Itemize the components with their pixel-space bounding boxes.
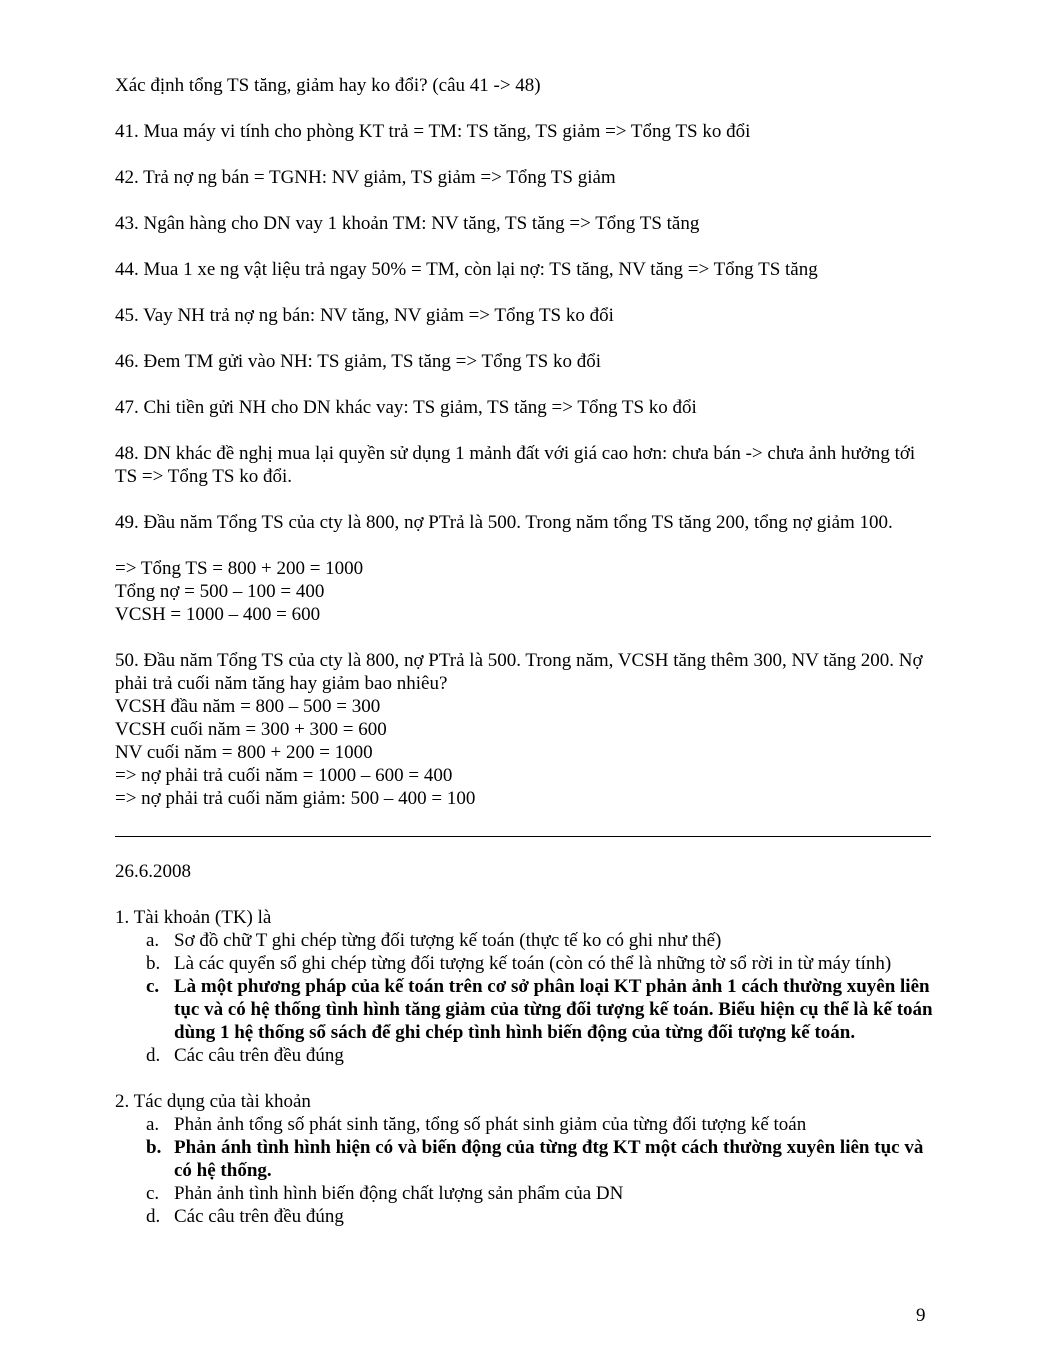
option-letter: c. <box>146 976 160 997</box>
item-48: 48. DN khác đề nghị mua lại quyền sử dụng 1 mảnh đất với giá cao hơn: chưa bán -> chưa ảnh hưởng tới TS => Tổng TS ko đổi. <box>115 443 916 487</box>
option-letter: a. <box>146 930 160 951</box>
option-b <box>146 952 935 975</box>
option-text: Phản ảnh tình hình biến động chất lượng sản phẩm của DN <box>174 1183 624 1204</box>
item-50-line: => nợ phải trả cuối năm = 1000 – 600 = 400 <box>115 765 453 786</box>
option-text: Sơ đồ chữ T ghi chép từng đối tượng kế toán (thực tế ko có ghi như thế) <box>174 930 722 951</box>
option-text: Là một phương pháp của kế toán trên cơ sở phân loại KT phản ảnh 1 cách thường xuyên liên tục và có hệ thống tình hình tăng giảm của từng đối tượng kế toán. Biểu hiện cụ thể là kế toán dùng 1 hệ thống sổ sách để ghi chép tình hình biến động của từng đối tượng kế toán. <box>174 976 933 1043</box>
question-2 <box>115 1090 935 1228</box>
item-41: 41. Mua máy vi tính cho phòng KT trả = TM: TS tăng, TS giảm => Tổng TS ko đổi <box>115 121 751 142</box>
option-text: Là các quyển sổ ghi chép từng đối tượng kế toán (còn có thể là những tờ sổ rời in từ máy tính) <box>174 953 892 974</box>
option-letter: d. <box>146 1045 161 1066</box>
option-text: Phản ánh tình hình hiện có và biến động của từng đtg KT một cách thường xuyên liên tục và có hệ thống. <box>174 1137 924 1181</box>
item-43: 43. Ngân hàng cho DN vay 1 khoản TM: NV tăng, TS tăng => Tổng TS tăng <box>115 213 700 234</box>
item-50-line: VCSH đầu năm = 800 – 500 = 300 <box>115 696 381 717</box>
option-text: Phản ảnh tổng số phát sinh tăng, tổng số phát sinh giảm của từng đối tượng kế toán <box>174 1114 807 1135</box>
option-c <box>146 1182 935 1205</box>
item-44: 44. Mua 1 xe ng vật liệu trả ngay 50% = TM, còn lại nợ: TS tăng, NV tăng => Tổng TS tăng <box>115 259 818 280</box>
option-letter: d. <box>146 1206 161 1227</box>
item-50-line: => nợ phải trả cuối năm giảm: 500 – 400 = 100 <box>115 788 476 809</box>
section-divider <box>115 836 931 837</box>
item-50-question: 50. Đầu năm Tổng TS của cty là 800, nợ PTrả là 500. Trong năm, VCSH tăng thêm 300, NV tăng 200. Nợ phải trả cuối năm tăng hay giảm bao nhiêu? <box>115 650 923 694</box>
option-letter: a. <box>146 1114 160 1135</box>
option-list <box>115 1113 935 1228</box>
section-date: 26.6.2008 <box>115 861 191 882</box>
question-title: 2. Tác dụng của tài khoản <box>115 1091 311 1112</box>
option-letter: c. <box>146 1183 160 1204</box>
option-letter: b. <box>146 1137 162 1158</box>
option-list <box>115 929 935 1067</box>
calc-49 <box>115 557 935 626</box>
option-d <box>146 1044 935 1067</box>
option-letter: b. <box>146 953 161 974</box>
option-d <box>146 1205 935 1228</box>
option-a <box>146 1113 935 1136</box>
calc-49-line: => Tổng TS = 800 + 200 = 1000 <box>115 558 364 579</box>
document-page <box>115 74 935 1251</box>
calc-49-line: VCSH = 1000 – 400 = 600 <box>115 604 321 625</box>
item-47: 47. Chi tiền gửi NH cho DN khác vay: TS giảm, TS tăng => Tổng TS ko đổi <box>115 397 697 418</box>
item-49: 49. Đầu năm Tổng TS của cty là 800, nợ PTrả là 500. Trong năm tổng TS tăng 200, tổng nợ giảm 100. <box>115 512 893 533</box>
option-b-correct <box>146 1136 935 1182</box>
option-text: Các câu trên đều đúng <box>174 1045 344 1066</box>
calc-49-line: Tổng nợ = 500 – 100 = 400 <box>115 581 325 602</box>
option-c-correct <box>146 975 935 1044</box>
item-45: 45. Vay NH trả nợ ng bán: NV tăng, NV giảm => Tổng TS ko đổi <box>115 305 614 326</box>
item-46: 46. Đem TM gửi vào NH: TS giảm, TS tăng => Tổng TS ko đổi <box>115 351 601 372</box>
item-50-line: VCSH cuối năm = 300 + 300 = 600 <box>115 719 387 740</box>
item-42: 42. Trả nợ ng bán = TGNH: NV giảm, TS giảm => Tổng TS giảm <box>115 167 616 188</box>
option-a <box>146 929 935 952</box>
option-text: Các câu trên đều đúng <box>174 1206 344 1227</box>
question-1 <box>115 906 935 1067</box>
item-50-line: NV cuối năm = 800 + 200 = 1000 <box>115 742 373 763</box>
item-50 <box>115 649 935 810</box>
question-title: 1. Tài khoản (TK) là <box>115 907 272 928</box>
page-number: 9 <box>916 1305 926 1326</box>
intro-text: Xác định tổng TS tăng, giảm hay ko đổi? (câu 41 -> 48) <box>115 75 541 96</box>
